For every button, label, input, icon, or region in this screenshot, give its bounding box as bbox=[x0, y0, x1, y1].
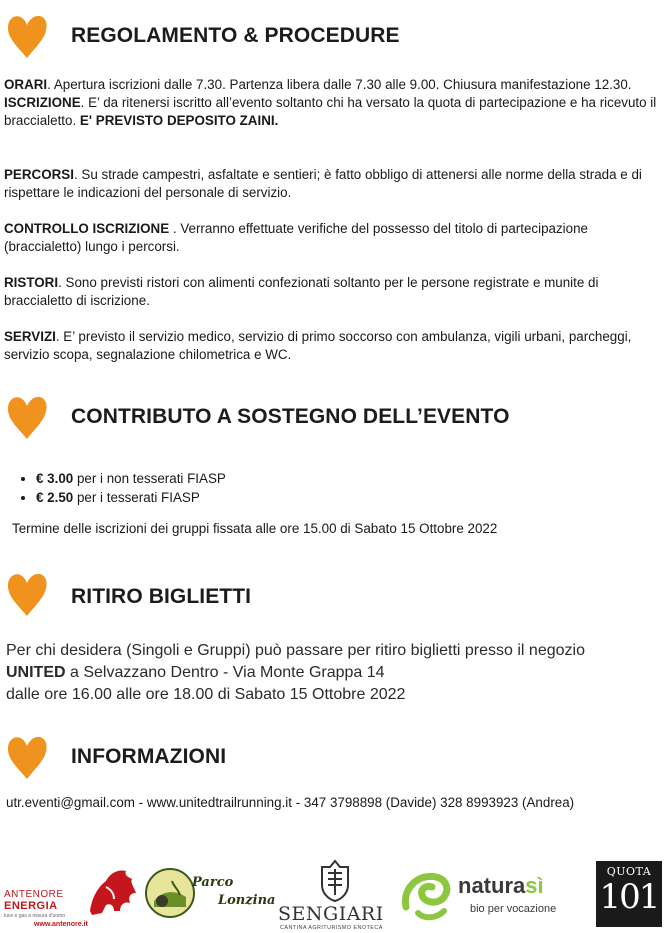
group-deadline-note: Termine delle iscrizioni dei gruppi fissata alle ore 15.00 di Sabato 15 Ottobre 2022 bbox=[12, 521, 498, 536]
list-item bbox=[36, 469, 226, 488]
sengiari-name: SENGIARI bbox=[278, 903, 384, 925]
naturasi-name-1: natura bbox=[458, 873, 526, 898]
naturasi-name-2: sì bbox=[525, 873, 544, 898]
quota101-logo bbox=[596, 861, 662, 927]
paragraph-ristori bbox=[4, 274, 664, 310]
section-title-regolamento: REGOLAMENTO & PROCEDURE bbox=[71, 24, 400, 47]
text-controllo: . Verranno effettuate verifiche del possesso del titolo di partecipazione (braccialetto) lungo i percorsi. bbox=[4, 221, 588, 254]
shop-name: UNITED bbox=[6, 664, 66, 681]
section-title-ritiro: RITIRO BIGLIETTI bbox=[71, 585, 252, 608]
price-amount: € 2.50 bbox=[36, 490, 74, 505]
deposito-zaini-note: E' PREVISTO DEPOSITO ZAINI. bbox=[79, 113, 279, 128]
heart-icon bbox=[5, 570, 49, 618]
naturasi-name bbox=[458, 873, 544, 899]
text-ristori: . Sono previsti ristori con alimenti confezionati soltanto per le persone registrate e munite di braccialetto di iscrizione. bbox=[4, 275, 599, 308]
quota-top-text: QUOTA bbox=[606, 865, 652, 878]
label-ristori: RISTORI bbox=[4, 275, 59, 290]
lion-icon bbox=[84, 867, 138, 919]
naturasi-logo bbox=[400, 863, 580, 927]
heart-icon bbox=[5, 733, 49, 781]
list-item bbox=[36, 488, 226, 507]
ritiro-line-2: a Selvazzano Dentro - Via Monte Grappa 14 bbox=[65, 664, 385, 681]
ritiro-line-3: dalle ore 16.00 alle ore 18.00 di Sabato 15 Ottobre 2022 bbox=[6, 686, 406, 703]
text-percorsi: . Su strade campestri, asfaltate e sentieri; è fatto obbligo di attenersi alle norme della strada e di rispettare le indicazioni del personale di servizio. bbox=[4, 167, 642, 200]
heart-icon bbox=[5, 12, 49, 60]
label-servizi: SERVIZI bbox=[4, 329, 56, 344]
section-title-contributo: CONTRIBUTO A SOSTEGNO DELL’EVENTO bbox=[71, 405, 510, 428]
quota-number: 101 bbox=[599, 877, 659, 917]
price-amount: € 3.00 bbox=[36, 471, 74, 486]
text-servizi: . E’ previsto il servizio medico, servizio di primo soccorso con ambulanza, vigili urbani, parcheggi, servizio scopa, segnalazione chilometrica e WC. bbox=[4, 329, 632, 362]
text-orari: . Apertura iscrizioni dalle 7.30. Partenza libera dalle 7.30 alle 9.00. Chiusura manifestazione 12.30. bbox=[47, 77, 632, 92]
antenore-energia-logo bbox=[4, 863, 138, 931]
heart-icon bbox=[5, 393, 49, 441]
contact-line: utr.eventi@gmail.com - www.unitedtrailrunning.it - 347 3798898 (Davide) 328 8993923 (Andrea) bbox=[6, 795, 575, 810]
parco-lonzina-logo bbox=[144, 865, 276, 927]
text-iscrizione: . E’ da ritenersi iscritto all’evento soltanto chi ha versato la quota di partecipazione e ha ricevuto il braccialetto. bbox=[4, 95, 657, 128]
naturasi-leaf-icon bbox=[400, 867, 458, 923]
naturasi-tagline: bio per vocazione bbox=[470, 903, 557, 915]
sponsor-logos bbox=[0, 855, 666, 933]
antenore-tagline: luce e gas a misura d'uomo bbox=[4, 913, 65, 919]
label-orari: ORARI bbox=[4, 77, 48, 92]
parco-emblem-icon bbox=[144, 867, 196, 919]
paragraph-orari-iscrizione bbox=[4, 76, 664, 130]
sengiari-crest-icon bbox=[318, 859, 352, 903]
parco-name-2: Lonzina bbox=[218, 893, 276, 908]
ritiro-text bbox=[6, 640, 585, 706]
label-iscrizione: ISCRIZIONE bbox=[4, 95, 81, 110]
paragraph-percorsi bbox=[4, 166, 664, 202]
sengiari-tagline: CANTINA AGRITURISMO ENOTECA bbox=[280, 925, 383, 931]
antenore-name-1: ANTENORE bbox=[4, 889, 64, 900]
paragraph-servizi bbox=[4, 328, 664, 364]
price-list bbox=[16, 469, 226, 507]
parco-name-1: Parco bbox=[192, 875, 234, 890]
section-title-informazioni: INFORMAZIONI bbox=[71, 745, 227, 768]
paragraph-controllo bbox=[4, 220, 664, 256]
antenore-name-2: ENERGIA bbox=[4, 900, 58, 912]
antenore-url: www.antenore.it bbox=[34, 921, 88, 928]
ritiro-line-1: Per chi desidera (Singoli e Gruppi) può passare per ritiro biglietti presso il negozio bbox=[6, 642, 585, 659]
sengiari-logo bbox=[278, 859, 398, 933]
label-controllo: CONTROLLO ISCRIZIONE bbox=[4, 221, 170, 236]
price-desc: per i tesserati FIASP bbox=[73, 490, 200, 505]
price-desc: per i non tesserati FIASP bbox=[73, 471, 226, 486]
label-percorsi: PERCORSI bbox=[4, 167, 74, 182]
